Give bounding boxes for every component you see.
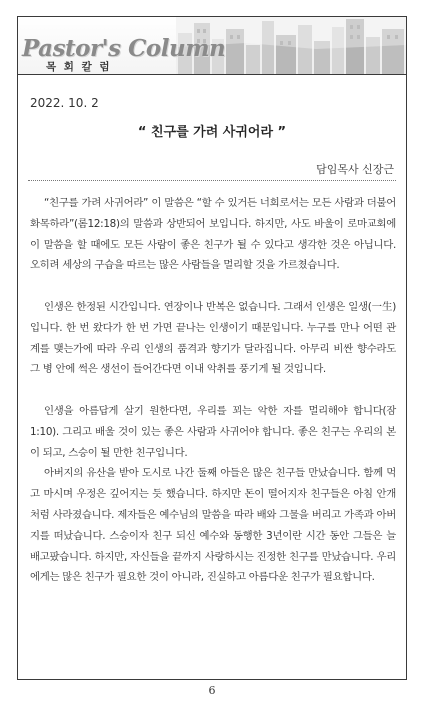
paragraph: “친구를 가려 사귀어라” 이 말씀은 “할 수 있거든 너희로서는 모든 사람과 더불어 화목하라”(롬12:18)의 말씀과 상반되어 보입니다. 하지만, 사도 바울이 로마교회에 이 말씀을 할 때에도 모든 사람이 좋은 친구가 될 수 있다고 생각한 것은 아닙니다. 오히려 세상의 구습을 따르는 많은 사람들을 멀리할 것을 가르쳤습니다. bbox=[30, 197, 396, 272]
column-banner bbox=[18, 17, 406, 75]
article-body bbox=[30, 193, 396, 588]
article-title: “ 친구를 가려 사귀어라 ” bbox=[137, 125, 287, 140]
column-title: Pastor's Column bbox=[22, 35, 226, 62]
column-frame bbox=[17, 16, 407, 680]
column-subtitle: 목 회 칼 럼 bbox=[46, 61, 112, 73]
paragraph: 인생은 한정된 시간입니다. 연장이나 반복은 없습니다. 그래서 인생은 일생(一生)입니다. 한 번 왔다가 한 번 가면 끝나는 인생이기 때문입니다. 누구를 만나 어떤 관계를 맺는가에 따라 우리 인생의 품격과 향기가 달라집니다. 아무리 비싼 향수라도 그 병 안에 썩은 생선이 들어간다면 이내 악취를 풍기게 될 것입니다. bbox=[30, 300, 396, 376]
paragraph: 인생을 아름답게 살기 원한다면, 우리를 꾀는 악한 자를 멀리해야 합니다(잠1:10). 그리고 배울 것이 있는 좋은 사람과 사귀어야 합니다. 좋은 친구는 우리의 본이 되고, 스승이 될 만한 친구입니다. bbox=[30, 404, 396, 459]
article-author: 담임목사 신장근 bbox=[316, 163, 394, 176]
page-number: 6 bbox=[208, 684, 216, 697]
paragraph: 아버지의 유산을 받아 도시로 나간 둘째 아들은 많은 친구들 만났습니다. 함께 먹고 마시며 우정은 깊어지는 듯 했습니다. 하지만 돈이 떨어지자 친구들은 아침 안개처럼 사라졌습니다. 제자들은 예수님의 말씀을 따라 배와 그물을 버리고 가족과 아버지를 떠났습니다. 스승이자 친구 되신 예수와 동행한 3년이란 시간 동안 그들은 늘 배고팠습니다. 하지만, 자신들을 끝까지 사랑하시는 진정한 친구를 만났습니다. 우리에게는 많은 친구가 필요한 것이 아니라, 진실하고 아름다운 친구가 필요합니다. bbox=[30, 467, 396, 584]
article-date: 2022. 10. 2 bbox=[30, 96, 99, 110]
dotted-divider bbox=[28, 180, 396, 181]
